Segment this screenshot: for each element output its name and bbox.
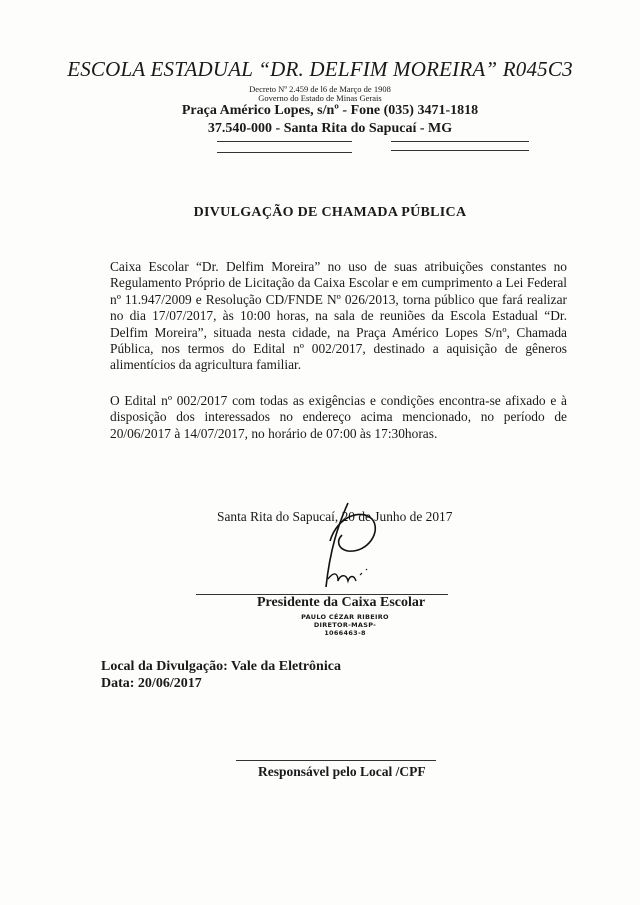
city-line: 37.540-000 - Santa Rita do Sapucaí - MG (207, 121, 453, 136)
handwritten-signature (300, 495, 410, 595)
paragraph-edital: O Edital nº 002/2017 com todas as exigências e condições encontra-se afixado e à disposição dos interessados no endereço acima mencionado, no período de 20/06/2017 à 14/07/2017, no horário de 07:00 às 17:30horas. (110, 393, 567, 441)
government-line: Governo do Estado de Minas Gerais (258, 93, 382, 103)
school-name: ESCOLA ESTADUAL “DR. DELFIM MOREIRA” R045C3 (67, 57, 573, 81)
decree-line: Decreto Nº 2.459 de l6 de Março de 1908 (249, 84, 391, 94)
header-rule-right-2 (391, 150, 529, 151)
header-rule-left-1 (217, 141, 352, 142)
header-rule-left-2 (217, 152, 352, 153)
responsible-line (236, 760, 436, 761)
address-line: Praça Américo Lopes, s/nº - Fone (035) 3471-1818 (181, 103, 479, 118)
divulgation-block (101, 658, 341, 692)
document-title: DIVULGAÇÃO DE CHAMADA PÚBLICA (193, 205, 467, 220)
director-stamp (300, 613, 390, 637)
responsible-label: Responsável pelo Local /CPF (258, 764, 426, 779)
stamp-id: DIRETOR-MASP-1066463-8 (313, 621, 377, 637)
stamp-name: PAULO CÉZAR RIBEIRO (301, 613, 389, 621)
place-and-date: Santa Rita do Sapucaí, 20 de Junho de 2017 (217, 509, 453, 524)
header-rule-right-1 (391, 141, 529, 142)
paragraph-announcement: Caixa Escolar “Dr. Delfim Moreira” no uso de suas atribuições constantes no Regulamento Próprio de Licitação da Caixa Escolar e em cumprimento a Lei Federal nº 11.947/2009 e Resolução CD/FNDE Nº 026/2013, torna público que fará realizar no dia 17/07/2017, às 10:00 horas, na sala de reuniões da Escola Estadual “Dr. Delfim Moreira”, situada nesta cidade, na Praça Américo Lopes S/nº, Chamada Pública, nos termos do Edital nº 002/2017, destinado a aquisição de gêneros alimentícios da agricultura familiar. (110, 259, 567, 373)
president-title: Presidente da Caixa Escolar (257, 595, 426, 610)
divulgation-date: Data: 20/06/2017 (101, 676, 202, 691)
divulgation-local: Local da Divulgação: Vale da Eletrônica (101, 659, 341, 674)
